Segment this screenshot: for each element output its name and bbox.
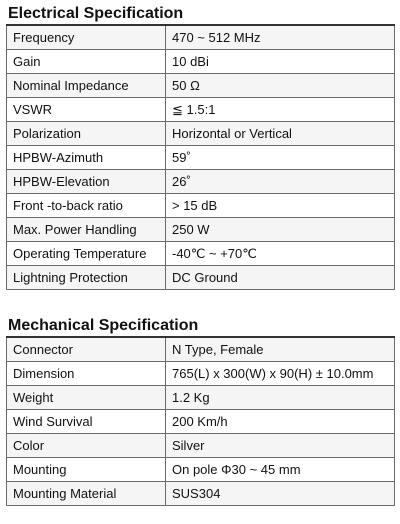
table-row: [7, 146, 395, 170]
table-row: [7, 74, 395, 98]
spec-label: Mounting Material: [7, 482, 166, 506]
mechanical-table: [6, 336, 395, 506]
spec-value: Horizontal or Vertical: [166, 122, 395, 146]
spec-value: 50 Ω: [166, 74, 395, 98]
spec-value: SUS304: [166, 482, 395, 506]
mechanical-section: [6, 316, 395, 506]
table-row: [7, 194, 395, 218]
table-row: [7, 242, 395, 266]
spec-value: 200 Km/h: [166, 410, 395, 434]
table-row: [7, 482, 395, 506]
spec-value: 250 W: [166, 218, 395, 242]
table-row: [7, 386, 395, 410]
electrical-section: [6, 4, 395, 290]
mechanical-title: Mechanical Specification: [8, 317, 199, 334]
table-row: [7, 337, 395, 362]
table-row: [7, 25, 395, 50]
spec-label: Mounting: [7, 458, 166, 482]
table-row: [7, 50, 395, 74]
spec-value: 470 ~ 512 MHz: [166, 25, 395, 50]
table-row: [7, 98, 395, 122]
table-row: [7, 218, 395, 242]
spec-label: Connector: [7, 337, 166, 362]
table-row: [7, 362, 395, 386]
table-row: [7, 266, 395, 290]
spec-value: On pole Φ30 ~ 45 mm: [166, 458, 395, 482]
spec-value: 765(L) x 300(W) x 90(H) ± 10.0mm: [166, 362, 395, 386]
spec-value: ≦ 1.5:1: [166, 98, 395, 122]
electrical-title: Electrical Specification: [8, 5, 184, 22]
table-row: [7, 122, 395, 146]
spec-label: Color: [7, 434, 166, 458]
spec-label: Max. Power Handling: [7, 218, 166, 242]
spec-value: -40℃ ~ +70℃: [166, 242, 395, 266]
spec-label: Gain: [7, 50, 166, 74]
spec-label: Weight: [7, 386, 166, 410]
spec-value: 10 dBi: [166, 50, 395, 74]
spec-label: HPBW-Azimuth: [7, 146, 166, 170]
spec-label: Front -to-back ratio: [7, 194, 166, 218]
spec-value: DC Ground: [166, 266, 395, 290]
spec-label: Nominal Impedance: [7, 74, 166, 98]
spec-label: Operating Temperature: [7, 242, 166, 266]
table-row: [7, 434, 395, 458]
table-row: [7, 410, 395, 434]
table-row: [7, 458, 395, 482]
table-row: [7, 170, 395, 194]
spec-label: HPBW-Elevation: [7, 170, 166, 194]
spec-value: N Type, Female: [166, 337, 395, 362]
spec-label: Lightning Protection: [7, 266, 166, 290]
spec-label: Wind Survival: [7, 410, 166, 434]
spec-label: VSWR: [7, 98, 166, 122]
spec-value: 1.2 Kg: [166, 386, 395, 410]
spec-value: > 15 dB: [166, 194, 395, 218]
spec-label: Dimension: [7, 362, 166, 386]
spec-value: Silver: [166, 434, 395, 458]
spec-label: Polarization: [7, 122, 166, 146]
spec-value: 26˚: [166, 170, 395, 194]
spec-label: Frequency: [7, 25, 166, 50]
electrical-table: [6, 24, 395, 290]
spec-value: 59˚: [166, 146, 395, 170]
